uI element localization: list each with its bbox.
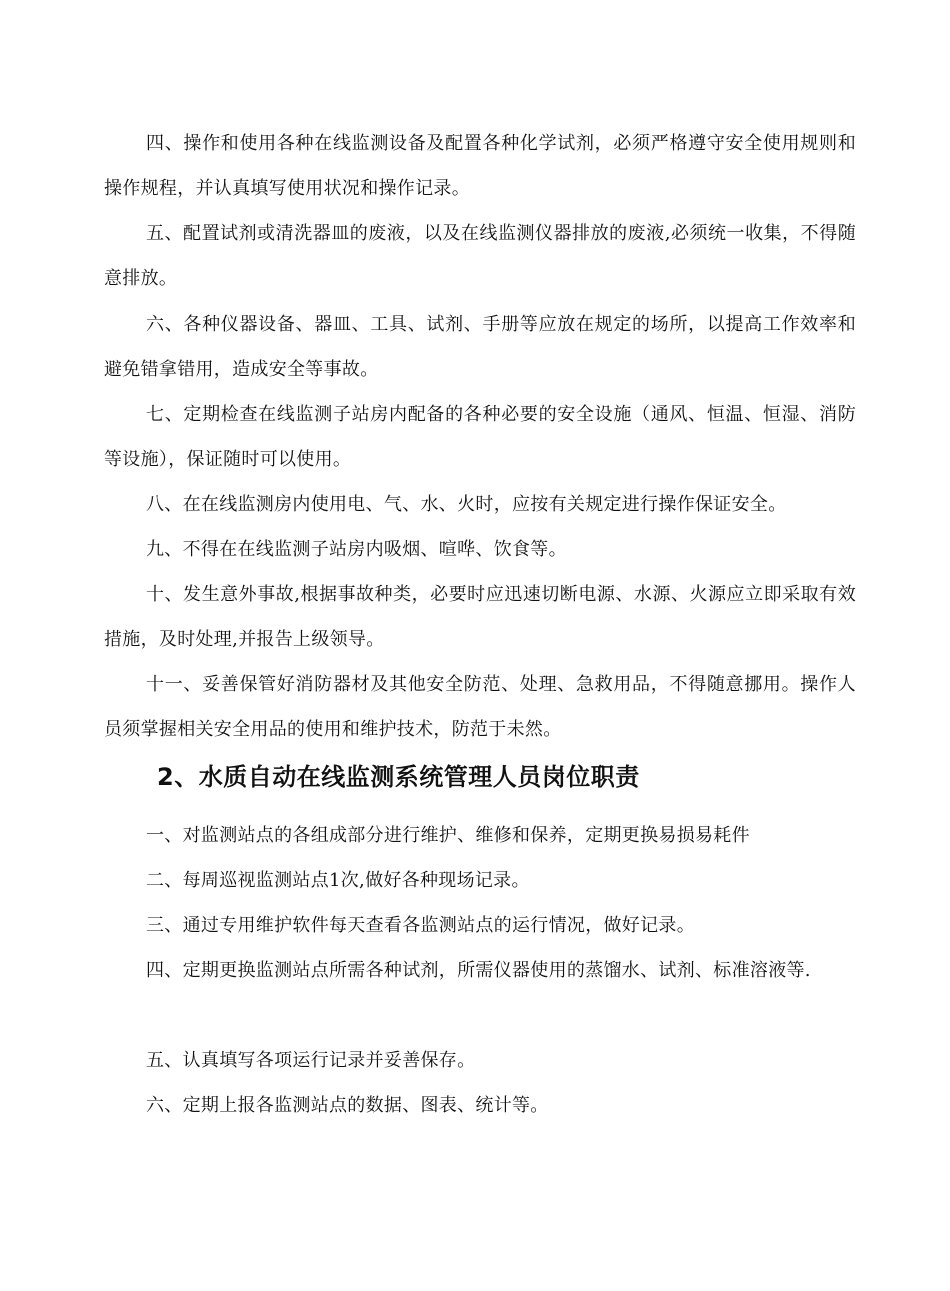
duty-item-1: 一、对监测站点的各组成部分进行维护、维修和保养，定期更换易损易耗件: [146, 825, 750, 846]
rule-item-6: 六、各种仪器设备、器皿、工具、试剂、手册等应放在规定的场所，以提高工作效率和避免错拿错用，造成安全等事故。: [104, 314, 856, 380]
duty-item-5: 五、认真填写各项运行记录并妥善保存。: [146, 1050, 476, 1071]
rule-item-7: 七、定期检查在线监测子站房内配备的各种必要的安全设施（通风、恒温、恒湿、消防等设施），保证随时可以使用。: [104, 404, 856, 470]
rule-item-10: 十、发生意外事故,根据事故种类，必要时应迅速切断电源、水源、火源应立即采取有效措施，及时处理,并报告上级领导。: [104, 584, 856, 650]
rule-item-8: 八、在在线监测房内使用电、气、水、火时，应按有关规定进行操作保证安全。: [146, 494, 787, 515]
duty-item-4: 四、定期更换监测站点所需各种试剂，所需仪器使用的蒸馏水、试剂、标准溶液等.: [146, 960, 811, 981]
duty-item-3: 三、通过专用维护软件每天查看各监测站点的运行情况，做好记录。: [146, 915, 695, 936]
rule-item-9: 九、不得在在线监测子站房内吸烟、喧哗、饮食等。: [146, 539, 567, 560]
rule-item-11: 十一、妥善保管好消防器材及其他安全防范、处理、急救用品，不得随意挪用。操作人员须掌握相关安全用品的使用和维护技术，防范于未然。: [104, 674, 856, 740]
duty-item-2: 二、每周巡视监测站点1次,做好各种现场记录。: [146, 870, 530, 891]
rule-item-5: 五、配置试剂或清洗器皿的废液，以及在线监测仪器排放的废液,必须统一收集，不得随意排放。: [104, 223, 856, 289]
duty-item-6: 六、定期上报各监测站点的数据、图表、统计等。: [146, 1095, 549, 1116]
rule-item-4: 四、操作和使用各种在线监测设备及配置各种化学试剂，必须严格遵守安全使用规则和操作规程，并认真填写使用状况和操作记录。: [104, 133, 856, 199]
section-heading: 2、水质自动在线监测系统管理人员岗位职责: [157, 763, 640, 791]
